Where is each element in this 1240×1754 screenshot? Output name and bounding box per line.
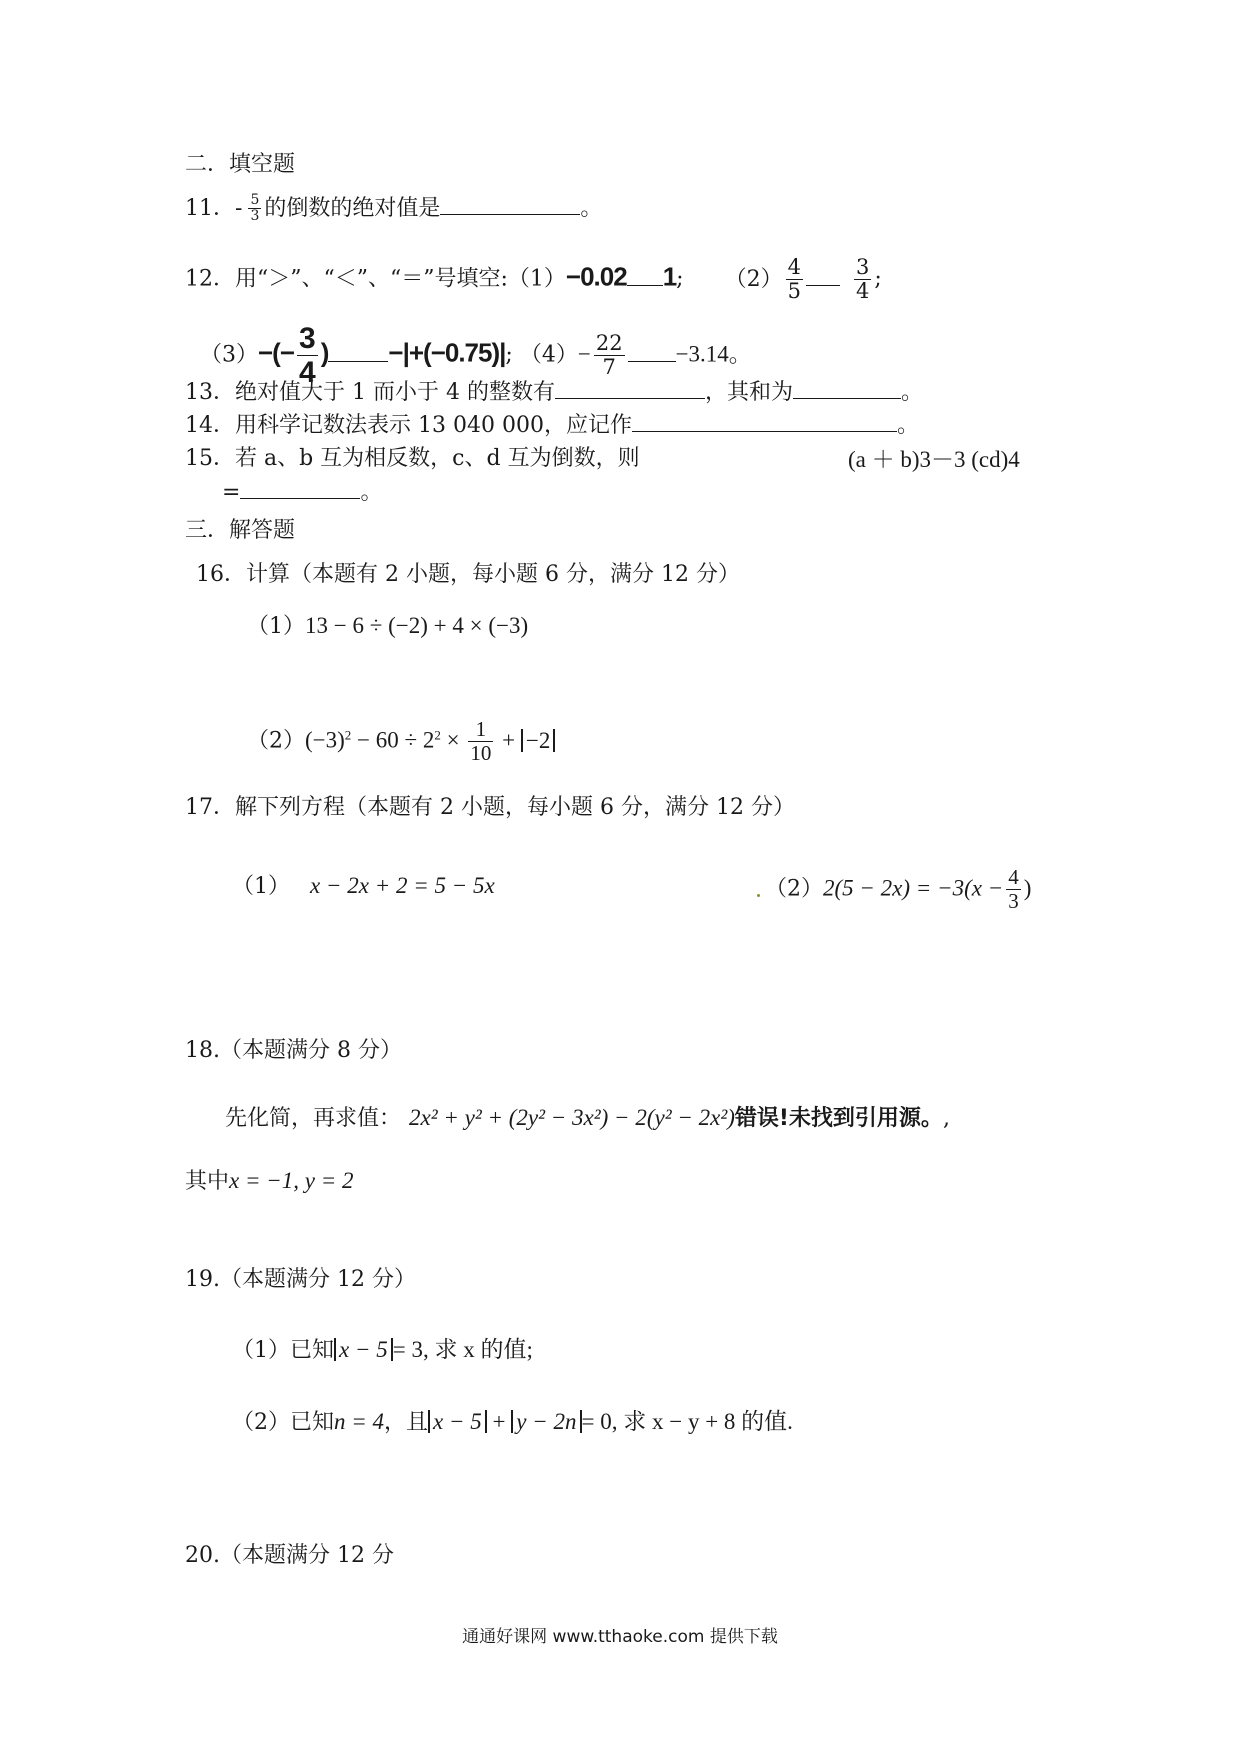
q12-p2-num-a: 4 <box>787 255 801 279</box>
question-15-line-2 <box>222 480 382 506</box>
question-11 <box>185 193 602 225</box>
q16-p1-expression: 13 − 6 ÷ (−2) + 4 × (−3) <box>305 613 529 638</box>
q12-p3-fraction <box>297 322 318 389</box>
question-12-line-2 <box>200 322 752 389</box>
q17-p2-equation: 2(5 − 2x) = −3(x − <box>823 875 1004 901</box>
q19-p2-plus: + <box>486 1409 512 1434</box>
q12-p4-blank <box>628 343 676 362</box>
q18-expression: 2x² + y² + (2y² − 3x²) − 2(y² − 2x²) <box>409 1105 735 1130</box>
q16-p2-plus: + <box>496 727 521 753</box>
question-15 <box>185 446 640 472</box>
q16-p2-base: (−3) <box>305 727 345 753</box>
q12-p4-num: 22 <box>595 330 623 355</box>
q15-text: 若 a、b 互为相反数，c、d 互为倒数，则 <box>235 446 640 471</box>
q14-end: 。 <box>896 413 919 438</box>
q12-p2-den-b: 4 <box>855 279 870 304</box>
q12-p3-label: （3） <box>200 342 258 368</box>
q19-p2-condition: n = 4 <box>334 1409 385 1434</box>
q13-blank-2 <box>793 380 901 399</box>
q19-p1-absolute: x − 5 <box>334 1338 393 1361</box>
q16-p2-label: （2） <box>247 728 305 754</box>
q18-comma: , <box>942 1106 950 1131</box>
q18-values: x = −1, y = 2 <box>229 1168 354 1193</box>
q11-end: 。 <box>580 195 603 221</box>
q12-p2-fraction-b <box>854 256 871 303</box>
q12-p1-blank <box>627 267 663 286</box>
q12-p4-den: 7 <box>602 355 616 379</box>
q19-p2-and: ，且 <box>384 1410 429 1435</box>
q12-p3-num: 3 <box>299 322 316 355</box>
q16-p2-num: 1 <box>468 718 493 742</box>
q12-p3-semicolon: ; <box>505 342 513 368</box>
q12-p3-den: 4 <box>299 356 316 389</box>
q13-blank-1 <box>555 380 705 399</box>
q13-text: 绝对值大于 1 而小于 4 的整数有 <box>235 380 555 405</box>
q13-end: 。 <box>900 380 923 405</box>
question-13 <box>185 380 923 406</box>
q12-p2-fraction-a <box>786 256 803 303</box>
q12-p4-label: （4） <box>519 342 578 368</box>
q18-condition <box>185 1167 354 1195</box>
q17-p2-label: （2） <box>765 876 823 902</box>
q11-text: 的倒数的绝对值是 <box>264 195 441 221</box>
q12-p2-label: （2） <box>724 266 783 292</box>
q12-p2-semicolon: ; <box>874 266 882 292</box>
section-fill-blank-title: 二．填空题 <box>185 152 296 177</box>
q12-p3-sign: −(− <box>258 337 295 368</box>
q11-answer-blank <box>440 196 580 215</box>
q12-p3-close: ) <box>320 337 329 368</box>
q19-p1-rest: = 3, 求 x 的值; <box>392 1337 533 1362</box>
question-17-title: 17．解下列方程（本题有 2 小题，每小题 6 分，满分 12 分） <box>185 795 795 820</box>
q12-p1-semicolon: ; <box>676 266 684 292</box>
q14-number: 14． <box>185 413 235 438</box>
page-footer: 通通好课网 www.tthaoke.com 提供下载 <box>462 1627 778 1647</box>
question-12 <box>185 256 882 303</box>
q16-p2-division: − 60 ÷ 2 <box>351 727 435 753</box>
q13-number: 13． <box>185 380 235 405</box>
q19-p2-absolute-1: x − 5 <box>428 1410 487 1433</box>
q18-text: 先化简，再求值： <box>225 1106 402 1131</box>
q17-p2-num: 4 <box>1008 865 1019 889</box>
stray-mark <box>757 894 760 897</box>
q12-p2-num-b: 3 <box>855 255 870 279</box>
q12-number: 12． <box>185 266 235 292</box>
q15-blank <box>240 480 360 499</box>
q17-p1-label: （1） <box>232 874 290 899</box>
q18-error-note: 错误!未找到引用源。 <box>734 1106 943 1131</box>
q11-fraction <box>248 193 261 225</box>
q15-number: 15． <box>185 446 235 471</box>
q16-p1-label: （1） <box>247 614 305 639</box>
q16-part-1 <box>247 612 528 640</box>
q12-p4-sign: − <box>577 341 591 367</box>
q19-p2-rest: = 0, 求 x − y + 8 的值. <box>581 1409 793 1434</box>
q13-mid-text: ，其和为 <box>704 380 793 405</box>
q12-p2-blank <box>806 267 840 286</box>
q12-p3-blank <box>328 343 388 362</box>
q18-where-label: 其中 <box>185 1169 230 1194</box>
q17-p2-close: ) <box>1023 875 1032 901</box>
question-19-title: 19.（本题满分 12 分） <box>185 1267 416 1292</box>
question-14 <box>185 413 919 439</box>
q18-body <box>225 1104 950 1132</box>
q17-p1-equation: x − 2x + 2 = 5 − 5x <box>310 873 495 898</box>
q19-p2-label: （2）已知 <box>232 1410 334 1435</box>
q11-sign: - <box>235 195 243 221</box>
q15-equals: = <box>222 480 241 505</box>
q11-frac-denominator: 3 <box>250 208 260 225</box>
question-20-title: 20.（本题满分 12 分 <box>185 1543 394 1568</box>
q16-p2-base-exponent: 2 <box>344 727 352 743</box>
q12-p3-rhs: −|+(−0.75)| <box>388 337 506 368</box>
q17-part-2 <box>765 866 1031 913</box>
q16-p2-division-exponent: 2 <box>434 727 441 743</box>
q11-number: 11． <box>185 195 235 221</box>
q16-part-2 <box>247 718 555 765</box>
q12-p4-fraction <box>594 332 625 379</box>
q12-p1-rhs: 1 <box>662 261 677 292</box>
q12-p2-den-a: 5 <box>787 279 801 304</box>
q14-text: 用科学记数法表示 13 040 000，应记作 <box>235 413 632 438</box>
q11-frac-numerator: 5 <box>250 192 260 208</box>
q15-end: 。 <box>360 480 383 505</box>
q17-p2-fraction <box>1006 866 1021 913</box>
question-16-title: 16．计算（本题有 2 小题，每小题 6 分，满分 12 分） <box>196 562 740 587</box>
q16-p2-den: 10 <box>470 741 492 766</box>
q19-p2-absolute-2: y − 2n <box>511 1410 581 1433</box>
q19-p1-label: （1）已知 <box>232 1338 334 1363</box>
q16-p2-times: × <box>440 727 466 753</box>
q19-part-2 <box>232 1408 793 1436</box>
q12-p4-rhs: −3.14。 <box>675 341 752 367</box>
q12-p1-expression: −0.02 <box>565 261 627 292</box>
q14-blank <box>632 413 897 432</box>
q17-part-1 <box>232 872 495 900</box>
section-solve-title: 三．解答题 <box>185 518 296 543</box>
question-18-title: 18.（本题满分 8 分） <box>185 1038 402 1063</box>
q15-expression: (a ＋ b)3－3 (cd)4 <box>848 447 1020 472</box>
q12-text: 用“＞”、“＜”、“＝”号填空:（1） <box>235 266 566 292</box>
q16-p2-absolute: −2 <box>521 729 555 752</box>
q19-part-1 <box>232 1336 533 1364</box>
q17-p2-den: 3 <box>1008 889 1019 914</box>
q16-p2-fraction <box>468 718 493 765</box>
